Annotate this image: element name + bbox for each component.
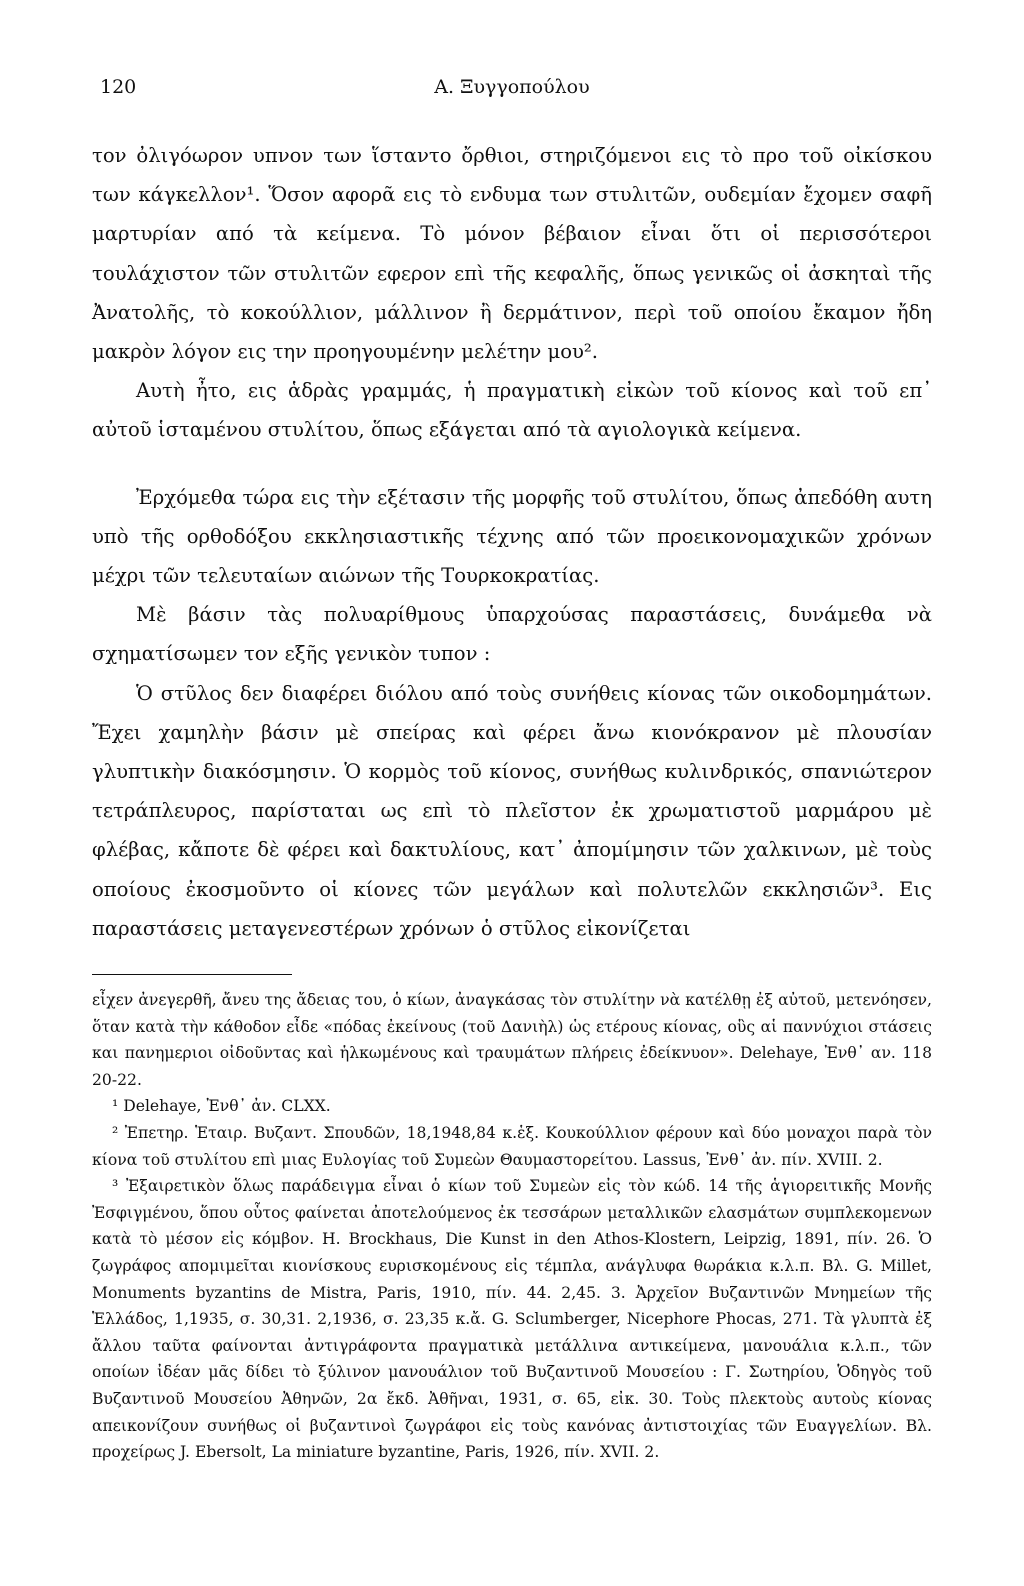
footnotes	[92, 987, 932, 1466]
footnote-divider	[92, 974, 292, 975]
footnote-3: ³ Ἐξαιρετικὸν ὅλως παράδειγμα εἶναι ὁ κίων τοῦ Συμεὼν εἰς τὸν κώδ. 14 τῆς ἁγιορειτικῆς Μονῆς Ἐσφιγμένου, ὅπου οὗτος φαίνεται ἀποτελούμενος ἐκ τεσσάρων μεταλλικῶν ελασμάτων συμπλεκομενων κατὰ τὸ μέσον εἰς κόμβον. H. Brockhaus, Die Kunst in den Athos-Klostern, Leipzig, 1891, πίν. 26. Ὁ ζωγράφος απομιμεῖται κιονίσκους ευρισκομένους εἰς τέμπλα, ανάγλυφα θωράκια κ.λ.π. Βλ. G. Millet, Monuments byzantins de Mistra, Paris, 1910, πίν. 44. 2,45. 3. Ἀρχεῖον Βυζαντινῶν Μνημείων τῆς Ἑλλάδος, 1,1935, σ. 30,31. 2,1936, σ. 23,35 κ.ἄ. G. Sclumberger, Nicephore Phocas, 271. Τὰ γλυπτὰ ἐξ ἄλλου ταῦτα φαίνονται ἀντιγράφοντα πραγματικὰ μετάλλινα αντικείμενα, μανουάλια κ.λ.π., τῶν οποίων ἰδέαν μᾶς δίδει τὸ ξύλινον μανουάλιον τοῦ Βυζαντινοῦ Μουσείου : Γ. Σωτηρίου, Ὁδηγὸς τοῦ Βυζαντινοῦ Μουσείου Ἀθηνῶν, 2α ἔκδ. Ἀθῆναι, 1931, σ. 65, εἰκ. 30. Τοὺς πλεκτοὺς αυτοὺς κίονας απεικονίζουν συνήθως οἱ βυζαντινοὶ ζωγράφοι εἰς τοὺς κανόνας ἀντιστοιχίας τῶν Ευαγγελίων. Βλ. προχείρως J. Ebersolt, La miniature byzantine, Paris, 1926, πίν. XVII. 2.	[92, 1177, 932, 1462]
paragraph-4: Μὲ βάσιν τὰς πολυαρίθμους ὑπαρχούσας παραστάσεις, δυνάμεθα νὰ σχηματίσωμεν τον εξῆς γενικὸν τυπον :	[92, 603, 932, 666]
paragraph-5: Ὁ στῦλος δεν διαφέρει διόλου από τοὺς συνήθεις κίονας τῶν οικοδομημάτων. Ἔχει χαμηλὴν βάσιν μὲ σπείρας καὶ φέρει ἄνω κιονόκρανον μὲ πλουσίαν γλυπτικὴν διακόσμησιν. Ὁ κορμὸς τοῦ κίονος, συνήθως κυλινδρικός, σπανιώτερον τετράπλευρος, παρίσταται ως επὶ τὸ πλεῖστον ἐκ χρωματιστοῦ μαρμάρου μὲ φλέβας, κἄποτε δὲ φέρει καὶ δακτυλίους, κατ᾽ ἀπομίμησιν τῶν χαλκινων, μὲ τοὺς οποίους ἐκοσμοῦντο οἱ κίονες τῶν μεγάλων καὶ πολυτελῶν εκκλησιῶν³. Εις παραστάσεις μεταγενεστέρων χρόνων ὁ στῦλος εἰκονίζεται	[92, 681, 932, 940]
book-page	[92, 68, 932, 1466]
paragraph-3: Ἐρχόμεθα τώρα εις τὴν εξέτασιν τῆς μορφῆς τοῦ στυλίτου, ὅπως ἀπεδόθη αυτη υπὸ τῆς ορθοδόξου εκκλησιαστικῆς τέχνης από τῶν προεικονομαχικῶν χρόνων μέχρι τῶν τελευταίων αιώνων τῆς Τουρκοκρατίας.	[92, 485, 932, 588]
page-header	[92, 68, 932, 108]
page-number: 120	[100, 76, 137, 98]
running-title: Α. Ξυγγοπούλου	[434, 76, 590, 98]
main-text	[92, 136, 932, 948]
paragraph-2: Αυτὴ ἦτο, εις ἁδρὰς γραμμάς, ἡ πραγματικὴ εἰκὼν τοῦ κίονος καὶ τοῦ επ᾽ αὐτοῦ ἱσταμένου στυλίτου, ὅπως εξάγεται από τὰ αγιολογικὰ κείμενα.	[92, 379, 932, 442]
footnote-2: ² Ἐπετηρ. Ἑταιρ. Βυζαντ. Σπουδῶν, 18,1948,84 κ.ἑξ. Κουκούλλιον φέρουν καὶ δύο μοναχοι παρὰ τὸν κίονα τοῦ στυλίτου επὶ μιας Ευλογίας τοῦ Συμεὼν Θαυμαστορείτου. Lassus, Ἐνθ᾽ ἀν. πίν. XVIII. 2.	[92, 1124, 932, 1169]
footnote-1: ¹ Delehaye, Ἐνθ᾽ ἀν. CLXX.	[112, 1097, 331, 1116]
paragraph-1: τον ὀλιγόωρον υπνον των ἵσταντο ὄρθιοι, στηριζόμενοι εις τὸ προ τοῦ οἰκίσκου των κάγκελλον¹. Ὅσον αφορᾶ εις τὸ ενδυμα των στυλιτῶν, ουδεμίαν ἔχομεν σαφῆ μαρτυρίαν από τὰ κείμενα. Τὸ μόνον βέβαιον εἶναι ὅτι οἱ περισσότεροι τουλάχιστον τῶν στυλιτῶν εφερον επὶ τῆς κεφαλῆς, ὅπως γενικῶς οἱ ἀσκηταὶ τῆς Ἀνατολῆς, τὸ κοκούλλιον, μάλλινον ἢ δερμάτινον, περὶ τοῦ οποίου ἔκαμον ἤδη μακρὸν λόγον εις την προηγουμένην μελέτην μου².	[92, 144, 932, 364]
footnote-continuation: εἶχεν ἀνεγερθῆ, ἄνευ της ἄδειας του, ὁ κίων, ἀναγκάσας τὸν στυλίτην νὰ κατέλθῃ ἐξ αὐτοῦ, μετενόησεν, ὅταν κατὰ τὴν κάθοδον εἶδε «πόδας ἐκείνους (τοῦ Δανιὴλ) ὡς ετέρους κίονας, οὓς αἱ παννύχιοι στάσεις και πανημεριοι οἰδοῦντας καὶ ἡλκωμένους καὶ τραυμάτων πλήρεις ἐδείκνυον». Delehaye, Ἐνθ᾽ αν. 118 20-22.	[92, 991, 932, 1089]
